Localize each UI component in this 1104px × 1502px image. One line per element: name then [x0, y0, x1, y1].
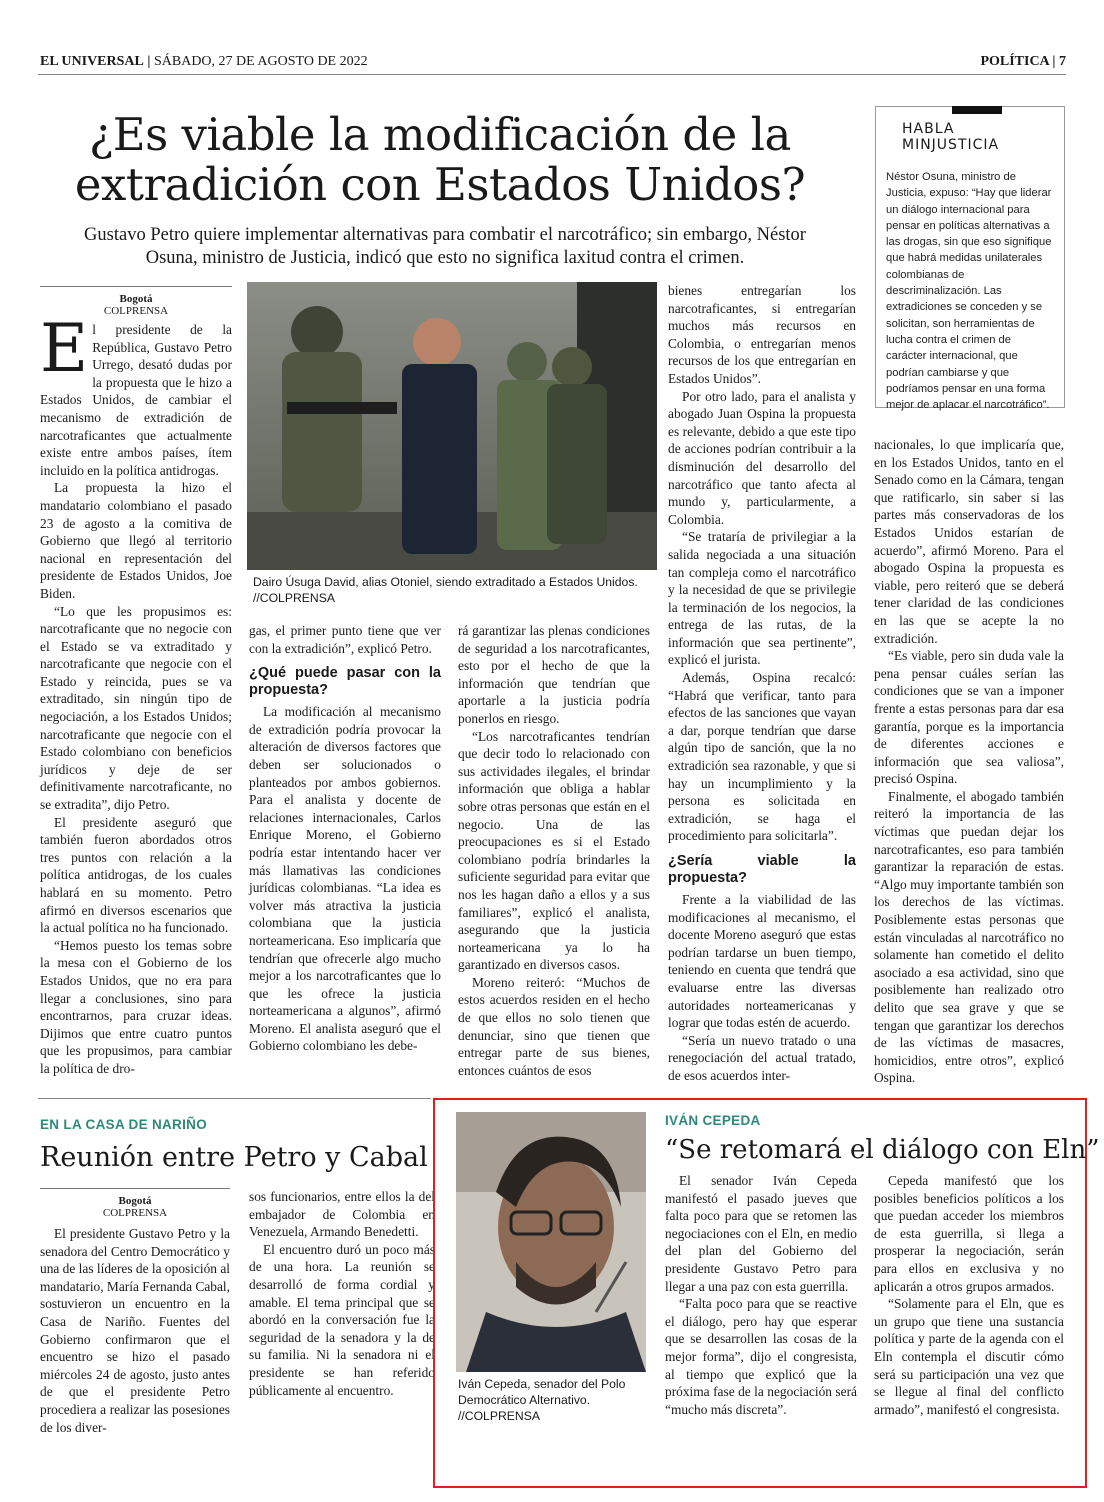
story2-column-1: [40, 1188, 230, 1436]
page-number: 7: [1059, 54, 1066, 69]
paragraph: Moreno reiteró: “Muchos de estos acuerdos residen en el hecho de que ellos no solo tienen que denunciar, sino que tienen que entregar parte de sus bienes, entonces cuántos de esos: [458, 974, 650, 1078]
paragraph: Por otro lado, para el analista y abogado Juan Ospina la propuesta es relevante, debido a que este tipo de acciones podrían contribuir a la disminución del desarrollo del narcotráfico que tanto afecta al mundo y, particularmente, a Colombia.: [668, 388, 856, 527]
cepeda-photo-image: [456, 1112, 646, 1372]
article-column-5: [874, 436, 1064, 1087]
section-label: [980, 54, 1066, 70]
story3-column-1: [665, 1172, 857, 1418]
page-separator: |: [1052, 54, 1056, 69]
paragraph: El presidente aseguró que también fueron abordados otros tres puntos con relación a la política antidrogas, de los cuales hablará en su momento. Petro afirmó en diversos escenarios que la actual política no ha funcionado.: [40, 814, 232, 936]
paragraph: “Sería un nuevo tratado o una renegociación del actual tratado, de esos acuerdos inter-: [668, 1032, 856, 1083]
issue-date: SÁBADO, 27 DE AGOSTO DE 2022: [153, 54, 368, 69]
paragraph: “Lo que les propusimos es: narcotraficante que no negocie con el Estado se va extraditado y narcotraficante que negocie con el Estado y reincida, pues se va extraditado, sin ningún tipo de negociación, a los Estados Unidos; narcotraficante que negocie con el Estado colombiano con beneficios jurídicos y deje de ser definitivamente narcotraficante, no se extradita”, dijo Petro.: [40, 603, 232, 813]
byline-agency: COLPRENSA: [103, 305, 169, 317]
article-column-1: [40, 286, 232, 1078]
paragraph: sos funcionarios, entre ellos la del embajador de Colombia en Venezuela, Armando Benedetti.: [249, 1189, 435, 1240]
paragraph: “Los narcotraficantes tendrían que decir todo lo relacionado con sus actividades ilegales, el brindar información que obliga a hablar sobre otras personas que están en el negocio. Una de las preocupaciones es si el Estado colombiano podría brindarles la suficiente seguridad para evitar que nos les hagan daño a ellos y a sus familiares”, explicó el analista, asegurando que la justicia norteamericana ya lo ha garantizado en diversos casos.: [458, 728, 650, 973]
byline-divider: [40, 286, 232, 287]
paragraph: gas, el primer punto tiene que ver con la extradición”, explicó Petro.: [249, 623, 441, 656]
story3-kicker: IVÁN CEPEDA: [665, 1113, 761, 1128]
byline-divider: [40, 1188, 230, 1189]
byline: [40, 1195, 230, 1219]
paragraph: nacionales, lo que implicaría que, en los Estados Unidos, tanto en el Senado como en la Cámara, tengan que ratificarlo, sin saber si las partes más conservadoras de los Estados Unidos estarían de acuerdo”, afirmó Moreno. Para el abogado Ospina la propuesta es viable, pero reiteró que se deberá tener claridad de las condiciones en las que se acepte la no extradición.: [874, 437, 1064, 646]
paragraph: rá garantizar las plenas condiciones de seguridad a los narcotraficantes, esto por el hecho de que la información que tendrían que aportarle a la justicia podría ponerlos en riesgo.: [458, 623, 650, 726]
sidebar-title: HABLA MINJUSTICIA: [902, 121, 1000, 153]
paragraph: “Es viable, pero sin duda vale la pena pensar cuáles serían las condiciones que se van a imponer frente a estas personas para dar esa garantía, porque es la importancia de diferentes acciones e información que sea valiosa”, precisó Ospina.: [874, 648, 1064, 787]
newspaper-name: EL UNIVERSAL: [40, 54, 144, 69]
paragraph: La modificación al mecanismo de extradición podría provocar la alteración de diversos factores que deben ser solucionados o planteados por ambos gobiernos. Para el analista y docente de relaciones internacionales, Carlos Enrique Moreno, el Gobierno podría estar intentando hacer ver más llamativas las condiciones jurídicas colombianas. “La idea es volver más atractiva la justicia colombiana que la justicia norteamericana. Eso implicaría que tendrían que ofrecerle algo mucho mejor a los narcotraficantes que lo que les ofrece la justicia norteamericana a algunos”, afirmó Moreno. El analista aseguró que el Gobierno colombiano les debe-: [249, 704, 441, 1054]
story3-headline: “Se retomará el diálogo con Eln”: [665, 1135, 1100, 1165]
article-column-3: [458, 622, 650, 1079]
byline-city: Bogotá: [118, 1195, 152, 1207]
photo-caption: Dairo Úsuga David, alias Otoniel, siendo extraditado a Estados Unidos. //COLPRENSA: [253, 575, 638, 605]
article-column-2: [249, 622, 441, 1055]
sidebar-box: [875, 106, 1065, 412]
sidebar-accent-bar: [952, 106, 1002, 114]
header-divider: [38, 74, 1066, 75]
paragraph: Cepeda manifestó que los posibles beneficios políticos a los que puedan acceder los miembros de esta guerrilla, si llega a prosperar la negociación, serán para ellos en exclusiva y no aplicarán a otros grupos armados.: [874, 1173, 1064, 1294]
byline-city: Bogotá: [119, 293, 153, 305]
paragraph: La propuesta la hizo el mandatario colombiano el pasado 23 de agosto a la comitiva de Gobierno que llegó al territorio nacional en representación del presidente de Estados Unidos, Joe Biden.: [40, 480, 232, 601]
cepeda-photo-caption: Iván Cepeda, senador del Polo Democrático Alternativo. //COLPRENSA: [458, 1377, 626, 1423]
subheading: ¿Qué puede pasar con la propuesta?: [249, 665, 441, 699]
extradition-photo: [247, 282, 657, 570]
subheading: ¿Sería viable la propuesta?: [668, 853, 856, 886]
article-column-4: [668, 282, 856, 1085]
paragraph: El senador Iván Cepeda manifestó el pasado jueves que falta poco para que se retomen las negociaciones con el Eln, en medio del plan del Gobierno del presidente Gustavo Petro para llegar a una paz con esta guerrilla.: [665, 1173, 857, 1294]
main-headline: ¿Es viable la modificación de la extradición con Estados Unidos?: [74, 108, 806, 211]
section-divider: [38, 1098, 431, 1099]
paragraph: l presidente de la República, Gustavo Petro Urrego, desató dudas por la propuesta que le hizo a Estados Unidos, de cambiar el mecanismo de extradición de narcotraficantes que actualmente existe entre ambos países, ítem incluido en la política antidrogas.: [40, 322, 232, 478]
drop-cap: E: [40, 310, 89, 387]
paragraph: “Solamente para el Eln, que es un grupo que tiene una sustancia política y parte de la agenda con el Eln contempla el discutir cómo será su participación una vez que se llegue al final del conflicto armado”, manifestó el congresista.: [874, 1296, 1064, 1417]
paragraph: “Falta poco para que se reactive el diálogo, pero hay que esperar que se desarrollen las cosas de la mejor forma”, dijo el congresista, al tiempo que explicó que la próxima fase de la negociación será “mucho más discreta”.: [665, 1296, 857, 1417]
header-separator: |: [147, 54, 151, 69]
section-name: POLÍTICA: [980, 54, 1049, 69]
story2-column-2: [249, 1188, 435, 1428]
story2-headline: Reunión entre Petro y Cabal: [40, 1142, 428, 1173]
paragraph: Finalmente, el abogado también reiteró la importancia de las víctimas que puedan dejar los narcotraficantes, eso para también garantizar la reparación de estas. “Algo muy importante también son los derechos de las víctimas. Posiblemente estas personas que están vinculadas al narcotráfico no solamente han cometido el delito asociado a esa actividad, sino que posiblemente han realizado otro delito que sea grave y que se tengan que garantizar los derechos de las víctimas de masacres, homicidios, entre otros”, explicó Ospina.: [874, 788, 1064, 1086]
cepeda-photo: [456, 1112, 646, 1372]
story3-column-2: [874, 1172, 1064, 1418]
paragraph: “Se trataría de privilegiar a la salida negociada a una situación tan compleja como el narcotráfico y la necesidad de que se privilegie la terminación de los negocios, la entrega de las rutas, de la información que sea pertinente”, explicó el jurista.: [668, 529, 856, 668]
main-subheadline: Gustavo Petro quiere implementar alternativas para combatir el narcotráfico; sin embargo, Néstor Osuna, ministro de Justicia, indicó que esto no significa laxitud contra el crimen.: [84, 225, 806, 268]
extradition-photo-image: [247, 282, 657, 570]
byline-agency: COLPRENSA: [102, 1207, 168, 1219]
paragraph: Además, Ospina recalcó: “Habrá que verificar, tanto para efectos de las sanciones que vayan a dar, porque tendrían que darse algún tipo de sanción, que la no extradición sea razonable, y que si hay un incumplimiento y la persona es solicitada en extradición, se haga el procedimiento para solicitarla”.: [668, 670, 856, 844]
paragraph: Frente a la viabilidad de las modificaciones al mecanismo, el docente Moreno aseguró que estas podrían tardarse un buen tiempo, teniendo en cuenta que tendrá que evaluarse entre las diversas autoridades norteamericanas y lograr que todas estén de acuerdo.: [668, 892, 856, 1031]
masthead: [40, 54, 368, 70]
paragraph: bienes entregarían los narcotraficantes, si entregarían muchos más recursos en Colombia, o entregarían menos recursos de los que entregarían en Estados Unidos”.: [668, 283, 856, 386]
paragraph: El encuentro duró un poco más de una hora. La reunión se desarrolló de forma cordial y amable. El tema principal que se abordó en la conversación fue la seguridad de la senadora y la de su familia. Ni la senadora ni el presidente se han referido públicamente al encuentro.: [249, 1241, 435, 1398]
story2-kicker: EN LA CASA DE NARIÑO: [40, 1117, 208, 1132]
paragraph: El presidente Gustavo Petro y la senadora del Centro Democrático y una de las líderes de la oposición al mandatario, María Fernanda Cabal, sostuvieron un encuentro en la Casa de Nariño. Fuentes del Gobierno confirmaron que el encuentro se hizo el pasado miércoles 24 de agosto, justo antes de que el presidente Petro procediera a realizar las posesiones de los diver-: [40, 1226, 231, 1435]
sidebar-body: Néstor Osuna, ministro de Justicia, expuso: “Hay que liderar un diálogo internacional para pensar en políticas alternativas a las drogas, sin que eso signifique que habrá medidas unilaterales colombianas de descriminalización. Las extradiciones se conceden y se solicitan, son herramientas de lucha contra el crimen de carácter internacional, que podrían cambiarse y que podríamos pensar en una forma mejor de aplacar el narcotráfico”.: [886, 171, 1052, 412]
paragraph: “Hemos puesto los temas sobre la mesa con el Gobierno de los Estados Unidos, que no era para llegar a conclusiones, sino para encontrarnos, para cruzar ideas. Dijimos que entre cuatro puntos que les propusimos, para cambiar la política de dro-: [40, 937, 232, 1076]
